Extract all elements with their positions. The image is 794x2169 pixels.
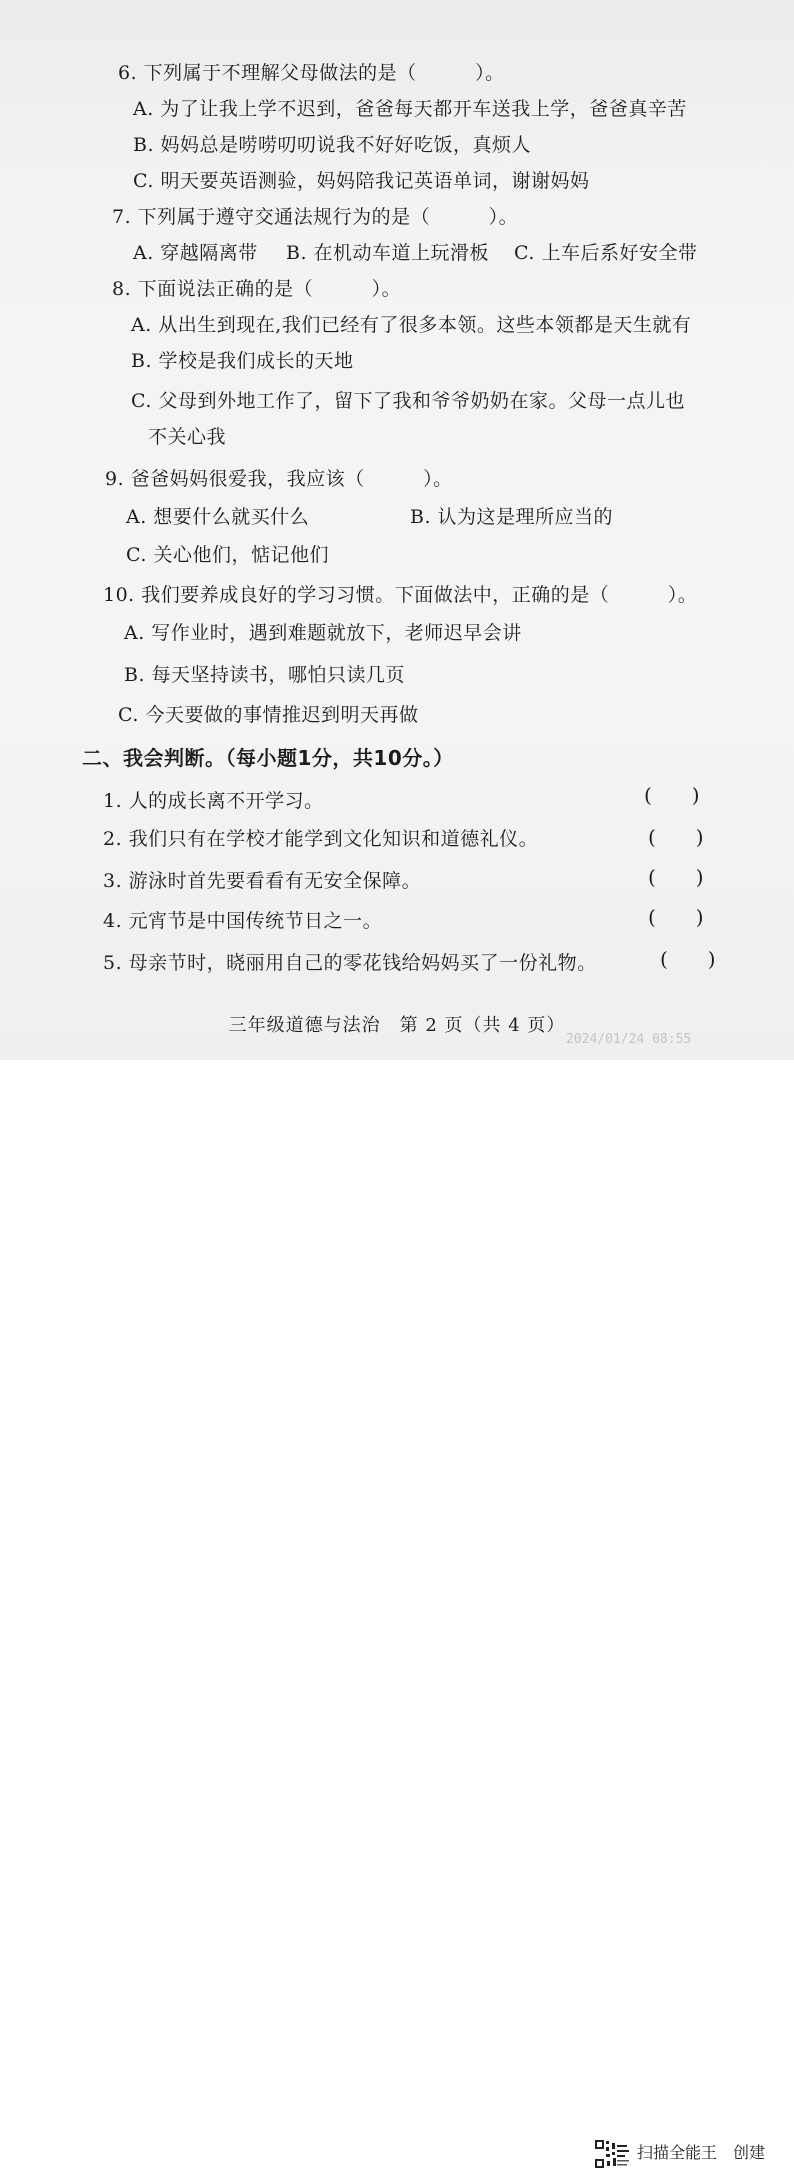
scanner-watermark-bar xyxy=(0,1060,794,2162)
question-8-option-a: A. 从出生到现在,我们已经有了很多本领。这些本领都是天生就有 xyxy=(131,314,692,336)
scan-timestamp: 2024/01/24 08:55 xyxy=(566,1032,692,1047)
question-7-option-b: B. 在机动车道上玩滑板 xyxy=(286,242,490,264)
question-9-stem: 9. 爸爸妈妈很爱我，我应该（ ）。 xyxy=(105,468,453,490)
judgment-item-4-answer-blank: ( ) xyxy=(648,905,704,929)
question-6-stem: 6. 下列属于不理解父母做法的是（ ）。 xyxy=(118,62,505,84)
question-6-option-c: C. 明天要英语测验，妈妈陪我记英语单词，谢谢妈妈 xyxy=(133,170,590,192)
qr-code-icon xyxy=(594,2139,630,2169)
judgment-item-2-answer-blank: ( ) xyxy=(648,825,704,849)
question-8-option-b: B. 学校是我们成长的天地 xyxy=(131,350,354,372)
question-10-option-c: C. 今天要做的事情推迟到明天再做 xyxy=(118,704,419,726)
judgment-item-3-answer-blank: ( ) xyxy=(648,865,704,889)
question-9-option-b: B. 认为这是理所应当的 xyxy=(410,506,614,528)
question-10-stem: 10. 我们要养成良好的学习习惯。下面做法中，正确的是（ ）。 xyxy=(103,584,698,606)
judgment-item-1-answer-blank: ( ) xyxy=(644,783,700,807)
question-10-option-b: B. 每天坚持读书，哪怕只读几页 xyxy=(124,664,406,686)
judgment-item-4: 4. 元宵节是中国传统节日之一。 xyxy=(103,910,383,932)
question-8-stem: 8. 下面说法正确的是（ ）。 xyxy=(112,278,402,300)
question-8-option-c: C. 父母到外地工作了，留下了我和爷爷奶奶在家。父母一点儿也 xyxy=(131,390,685,412)
judgment-item-1: 1. 人的成长离不开学习。 xyxy=(103,790,324,812)
exam-page xyxy=(0,0,794,1060)
page-footer: 三年级道德与法治 第 2 页（共 4 页） xyxy=(228,1015,566,1036)
question-7-option-a: A. 穿越隔离带 xyxy=(133,242,258,264)
question-7-option-c: C. 上车后系好安全带 xyxy=(514,242,698,264)
judgment-item-5-answer-blank: ( ) xyxy=(660,947,716,971)
section-2-title: 二、我会判断。（每小题1分，共10分。） xyxy=(82,746,454,770)
question-8-option-c-continued: 不关心我 xyxy=(148,426,227,448)
scanner-brand-label: 扫描全能王 创建 xyxy=(637,2143,766,2162)
question-7-stem: 7. 下列属于遵守交通法规行为的是（ ）。 xyxy=(112,206,519,228)
question-9-option-c: C. 关心他们，惦记他们 xyxy=(126,544,329,566)
question-9-option-a: A. 想要什么就买什么 xyxy=(126,506,310,528)
question-6-option-b: B. 妈妈总是唠唠叨叨说我不好好吃饭，真烦人 xyxy=(133,134,532,156)
question-6-option-a: A. 为了让我上学不迟到，爸爸每天都开车送我上学，爸爸真辛苦 xyxy=(133,98,687,120)
judgment-item-2: 2. 我们只有在学校才能学到文化知识和道德礼仪。 xyxy=(103,828,539,850)
judgment-item-3: 3. 游泳时首先要看看有无安全保障。 xyxy=(103,870,422,892)
question-10-option-a: A. 写作业时，遇到难题就放下，老师迟早会讲 xyxy=(124,622,522,644)
judgment-item-5: 5. 母亲节时，晓丽用自己的零花钱给妈妈买了一份礼物。 xyxy=(103,952,597,974)
